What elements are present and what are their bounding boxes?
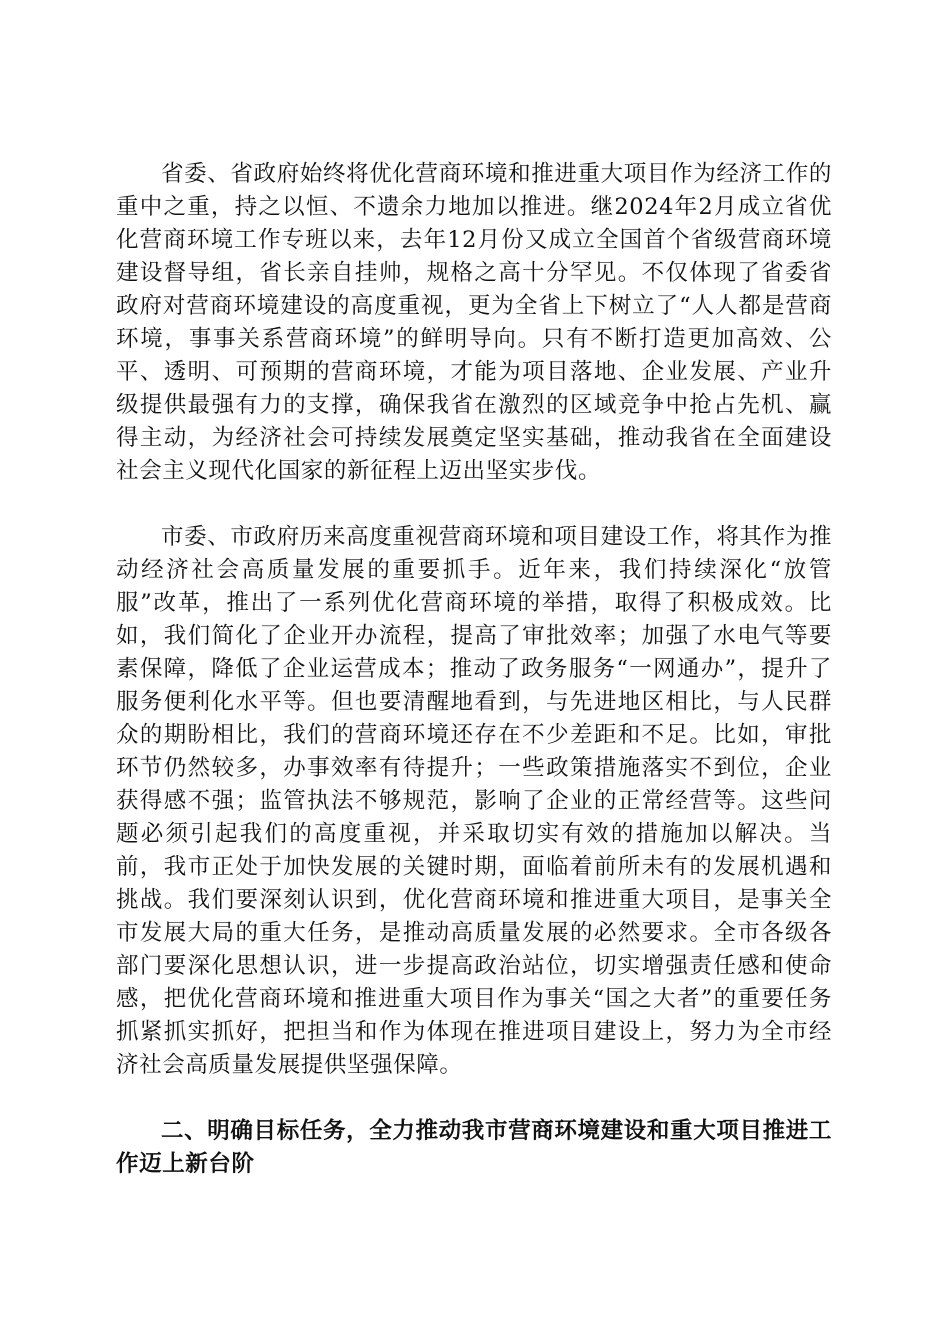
body-paragraph-1: 省委、省政府始终将优化营商环境和推进重大项目作为经济工作的重中之重，持之以恒、不遗余力地加以推进。继2024年2月成立省优化营商环境工作专班以来，去年12月份又成立全国首个省级营商环境建设督导组，省长亲自挂帅，规格之高十分罕见。不仅体现了省委省政府对营商环境建设的高度重视，更为全省上下树立了“人人都是营商环境，事事关系营商环境”的鲜明导向。只有不断打造更加高效、公平、透明、可预期的营商环境，才能为项目落地、企业发展、产业升级提供最强有力的支撑，确保我省在激烈的区域竞争中抢占先机、赢得主动，为经济社会可持续发展奠定坚实基础，推动我省在全面建设社会主义现代化国家的新征程上迈出坚实步伐。 [116,161,832,484]
document-body [116,158,832,1181]
body-paragraph-2: 市委、市政府历来高度重视营商环境和项目建设工作，将其作为推动经济社会高质量发展的重要抓手。近年来，我们持续深化“放管服”改革，推出了一系列优化营商环境的举措，取得了积极成效。比如，我们简化了企业开办流程，提高了审批效率；加强了水电气等要素保障，降低了企业运营成本；推动了政务服务“一网通办”，提升了服务便利化水平等。但也要清醒地看到，与先进地区相比，与人民群众的期盼相比，我们的营商环境还存在不少差距和不足。比如，审批环节仍然较多，办事效率有待提升；一些政策措施落实不到位，企业获得感不强；监管执法不够规范，影响了企业的正常经营等。这些问题必须引起我们的高度重视，并采取切实有效的措施加以解决。当前，我市正处于加快发展的关键时期，面临着前所未有的发展机遇和挑战。我们要深刻认识到，优化营商环境和推进重大项目，是事关全市发展大局的重大任务，是推动高质量发展的必然要求。全市各级各部门要深化思想认识，进一步提高政治站位，切实增强责任感和使命感，把优化营商环境和推进重大项目作为事关“国之大者”的重要任务抓紧抓实抓好，把担当和作为体现在推进项目建设上，努力为全市经济社会高质量发展提供坚强保障。 [116,524,832,1078]
section-heading: 二、明确目标任务，全力推动我市营商环境建设和重大项目推进工作迈上新台阶 [116,1118,832,1177]
